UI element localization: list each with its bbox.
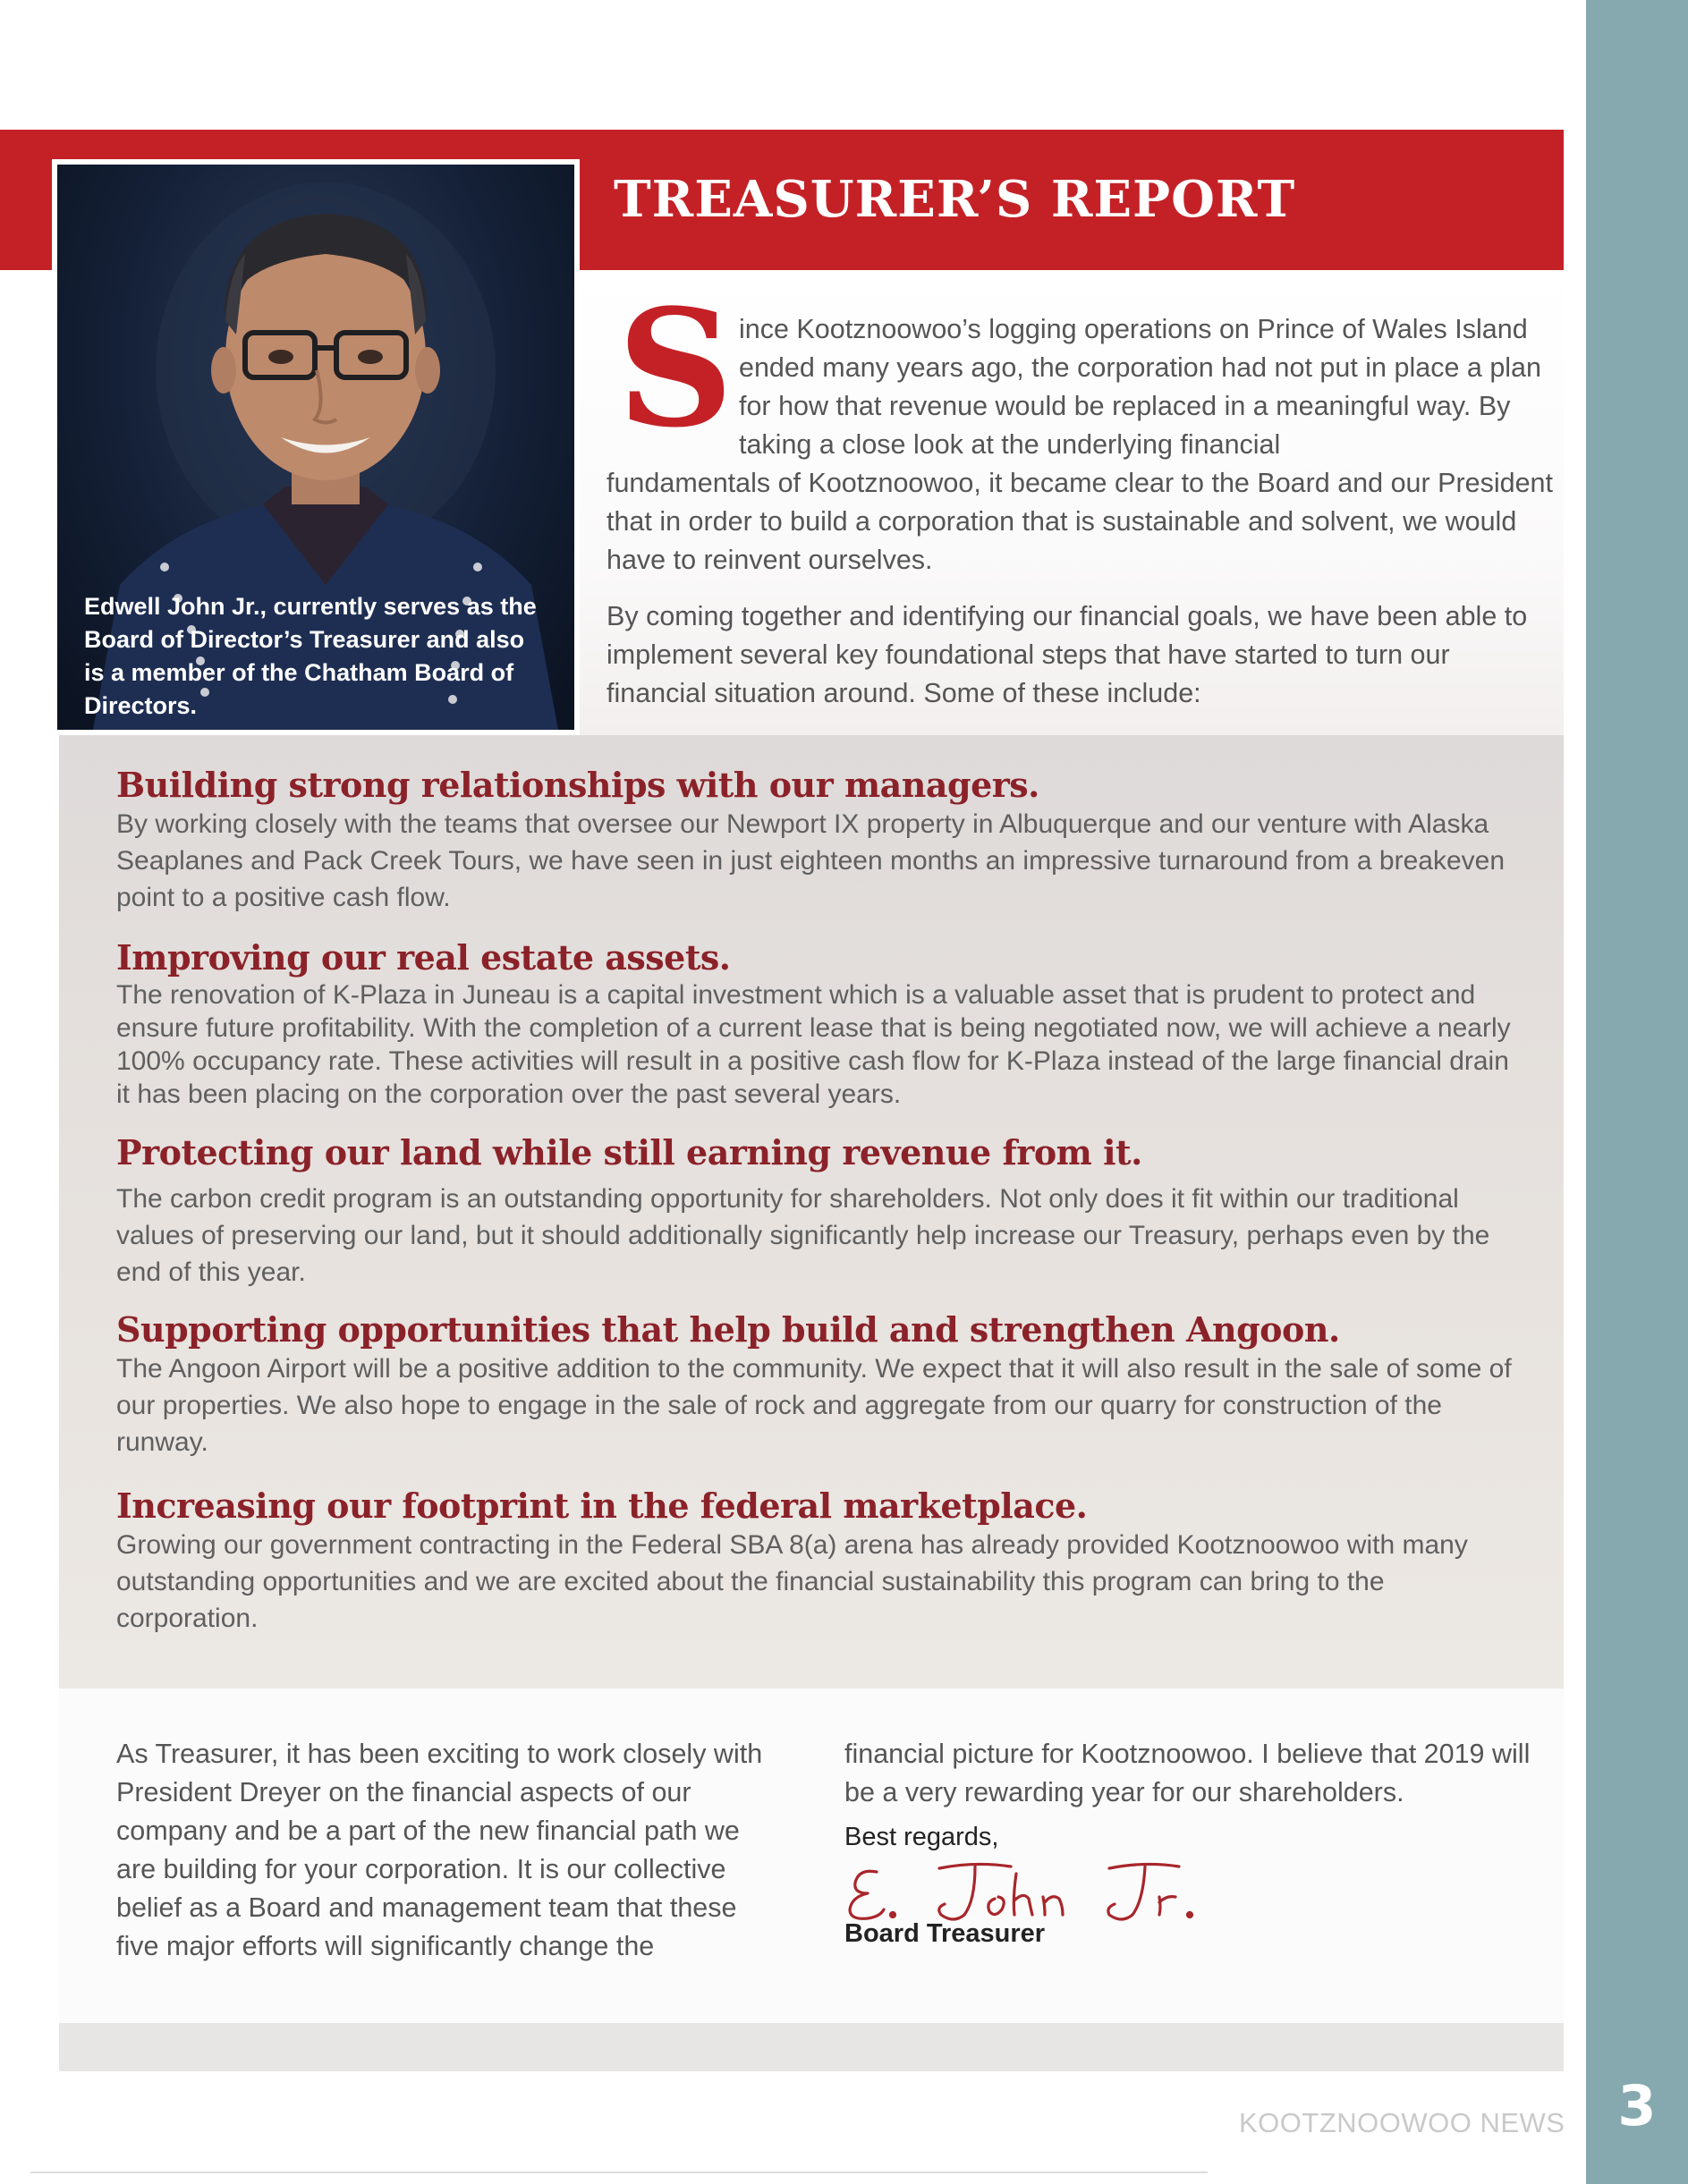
intro-paragraph-continuation: fundamentals of Kootznoowoo, it became clear to the Board and our President that in order to build a corporation that is sustainable and solvent, we would have to reinvent ourselves. [606,468,1553,575]
signer-title: Board Treasurer [844,1919,1046,1948]
photo-caption: Edwell John Jr., currently serves as the Board of Director’s Treasurer and also is a member of the Chatham Board of Directors. [84,593,537,719]
drop-cap: S [617,275,734,463]
closing-salutation: Best regards, [844,1823,999,1851]
initiative-body: The carbon credit program is an outstanding opportunity for shareholders. Not only does it fit within our traditional values of preserving our land, but it should additionally significantly help increase our Treasury, perhaps even by the end of this year. [116,1184,1490,1287]
initiative-item [116,1309,1512,1460]
page-title: TREASURER’S REPORT [614,170,1296,229]
initiative-item [116,937,1512,1111]
intro-paragraph-lead: ince Kootznoowoo’s logging operations on Prince of Wales Island ended many years ago, the corporation had not put in place a plan for how that revenue would be replaced in a meaningful way. By taking a close look at the underlying financial [739,314,1541,460]
initiative-body: By working closely with the teams that oversee our Newport IX property in Albuquerque and our venture with Alaska Seaplanes and Pack Creek Tours, we have seen in just eighteen months an impressive turnaround from a breakeven point to a positive cash flow. [116,809,1506,912]
initiative-item [116,1132,1512,1291]
initiative-item [116,765,1512,916]
initiative-heading: Protecting our land while still earning revenue from it. [116,1132,1142,1172]
initiative-heading: Increasing our footprint in the federal marketplace. [116,1486,1088,1526]
initiative-heading: Improving our real estate assets. [116,937,731,978]
initiative-heading: Building strong relationships with our managers. [116,765,1039,805]
intro-paragraph-2: By coming together and identifying our financial goals, we have been able to implement several key foundational steps that have started to turn our financial situation around. Some of these include: [606,601,1528,708]
initiative-body: The renovation of K-Plaza in Juneau is a capital investment which is a valuable asset that is prudent to protect and ensure future profitability. With the completion of a current lease that is being negotiated now, we will achieve a nearly 100% occupancy rate. These activities will result in a positive cash flow for K-Plaza instead of the large financial drain it has been placing on the corporation over the past several years. [116,980,1511,1109]
initiative-body: The Angoon Airport will be a positive addition to the community. We expect that it will also result in the sale of some of our properties. We also hope to engage in the sale of rock and aggregate from our quarry for construction of the runway. [116,1354,1512,1457]
page-side-band [1586,0,1688,2184]
initiative-body: Growing our government contracting in the Federal SBA 8(a) arena has already provided Kootznoowoo with many outstanding opportunities and we are excited about the financial sustainability this program can bring to the corporation. [116,1530,1468,1633]
treasurer-photo [57,165,574,730]
footer-publication-name: KOOTZNOOWOO NEWS [1239,2107,1565,2138]
closing-paragraph-right: financial picture for Kootznoowoo. I believe that 2019 will be a very rewarding year for our shareholders. [844,1739,1531,1807]
closing-paragraph-left: As Treasurer, it has been exciting to work closely with President Dreyer on the financial aspects of our company and be a part of the new financial path we are building for your corporation. It is our collective belief as a Board and management team that these five major efforts will significantly change the [116,1739,763,1961]
page-number: 3 [1617,2073,1657,2138]
footer-rule [30,2171,1208,2173]
bottom-strip [59,2023,1564,2071]
initiative-item [116,1486,1512,1637]
initiative-heading: Supporting opportunities that help build and strengthen Angoon. [116,1309,1340,1350]
